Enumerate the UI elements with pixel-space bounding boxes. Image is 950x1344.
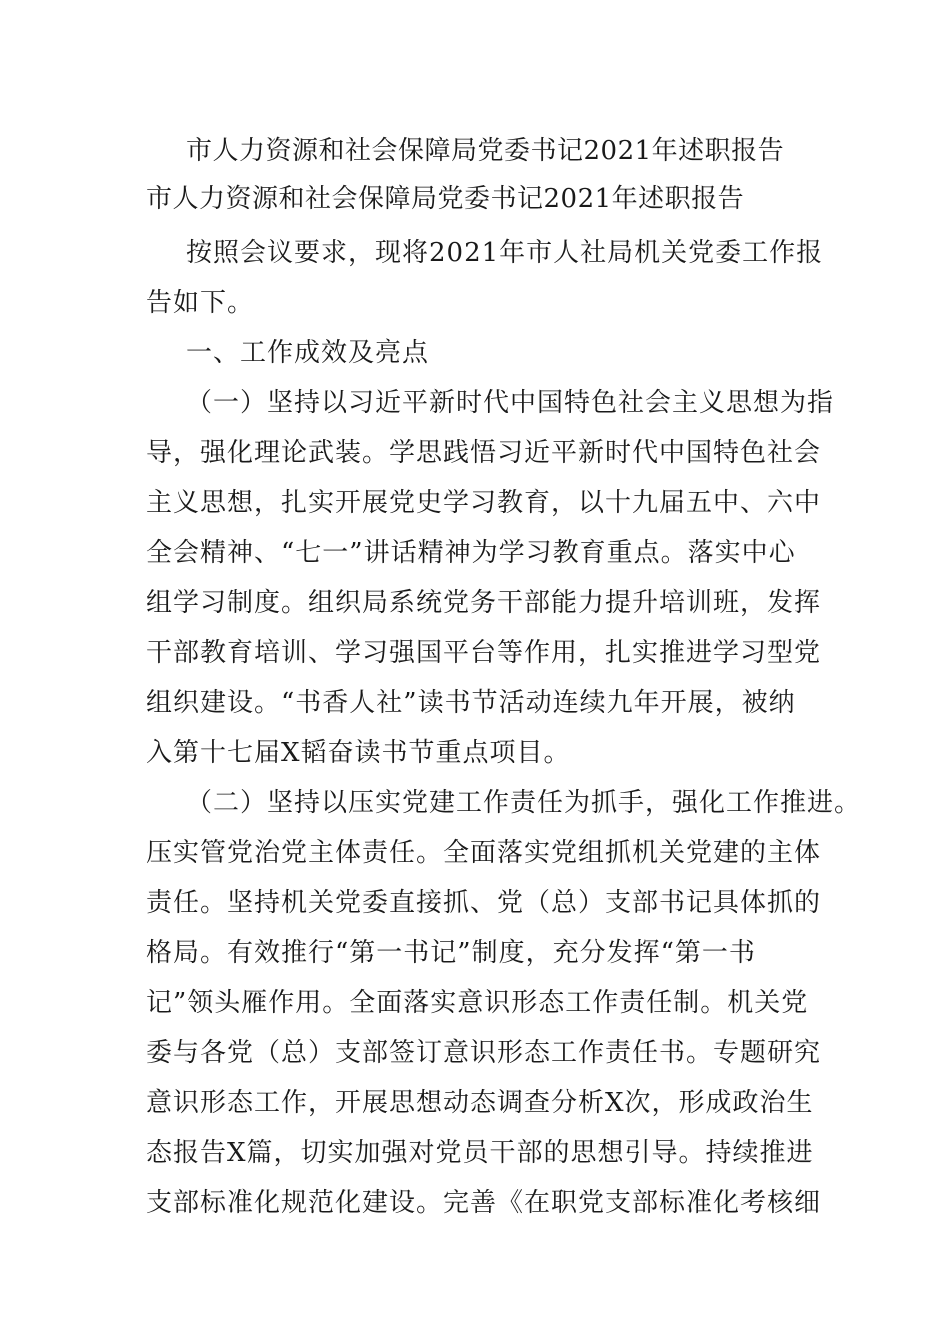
paragraph-line: 格局。有效推行“第一书记”制度，充分发挥“第一书 xyxy=(146,938,756,968)
paragraph-line: 委与各党（总）支部签订意识形态工作责任书。专题研究 xyxy=(146,1038,822,1068)
paragraph-line: 导，强化理论武装。学思践悟习近平新时代中国特色社会 xyxy=(146,438,822,468)
document-title: 市人力资源和社会保障局党委书记2021年述职报告 xyxy=(186,136,785,166)
paragraph-line: 告如下。 xyxy=(146,288,255,318)
paragraph-line: 态报告X篇，切实加强对党员干部的思想引导。持续推进 xyxy=(146,1138,814,1168)
paragraph-line: 记”领头雁作用。全面落实意识形态工作责任制。机关党 xyxy=(146,988,809,1018)
document-subtitle: 市人力资源和社会保障局党委书记2021年述职报告 xyxy=(146,184,745,214)
paragraph-line: 意识形态工作，开展思想动态调查分析X次，形成政治生 xyxy=(146,1088,814,1118)
paragraph-line: 干部教育培训、学习强国平台等作用，扎实推进学习型党 xyxy=(146,638,822,668)
paragraph-line: 支部标准化规范化建设。完善《在职党支部标准化考核细 xyxy=(146,1188,822,1218)
paragraph-line: （一）坚持以习近平新时代中国特色社会主义思想为指 xyxy=(186,388,835,418)
paragraph-line: 组织建设。“书香人社”读书节活动连续九年开展，被纳 xyxy=(146,688,796,718)
paragraph-line: 责任。坚持机关党委直接抓、党（总）支部书记具体抓的 xyxy=(146,888,822,918)
paragraph-line: （二）坚持以压实党建工作责任为抓手，强化工作推进。 xyxy=(186,788,862,818)
paragraph-line: 入第十七届X韬奋读书节重点项目。 xyxy=(146,738,571,768)
section-heading: 一、工作成效及亮点 xyxy=(186,338,430,368)
paragraph-line: 组学习制度。组织局系统党务干部能力提升培训班，发挥 xyxy=(146,588,822,618)
paragraph-line: 按照会议要求，现将2021年市人社局机关党委工作报 xyxy=(186,238,824,268)
paragraph-line: 全会精神、“七一”讲话精神为学习教育重点。落实中心 xyxy=(146,538,796,568)
paragraph-line: 主义思想，扎实开展党史学习教育，以十九届五中、六中 xyxy=(146,488,822,518)
paragraph-line: 压实管党治党主体责任。全面落实党组抓机关党建的主体 xyxy=(146,838,822,868)
